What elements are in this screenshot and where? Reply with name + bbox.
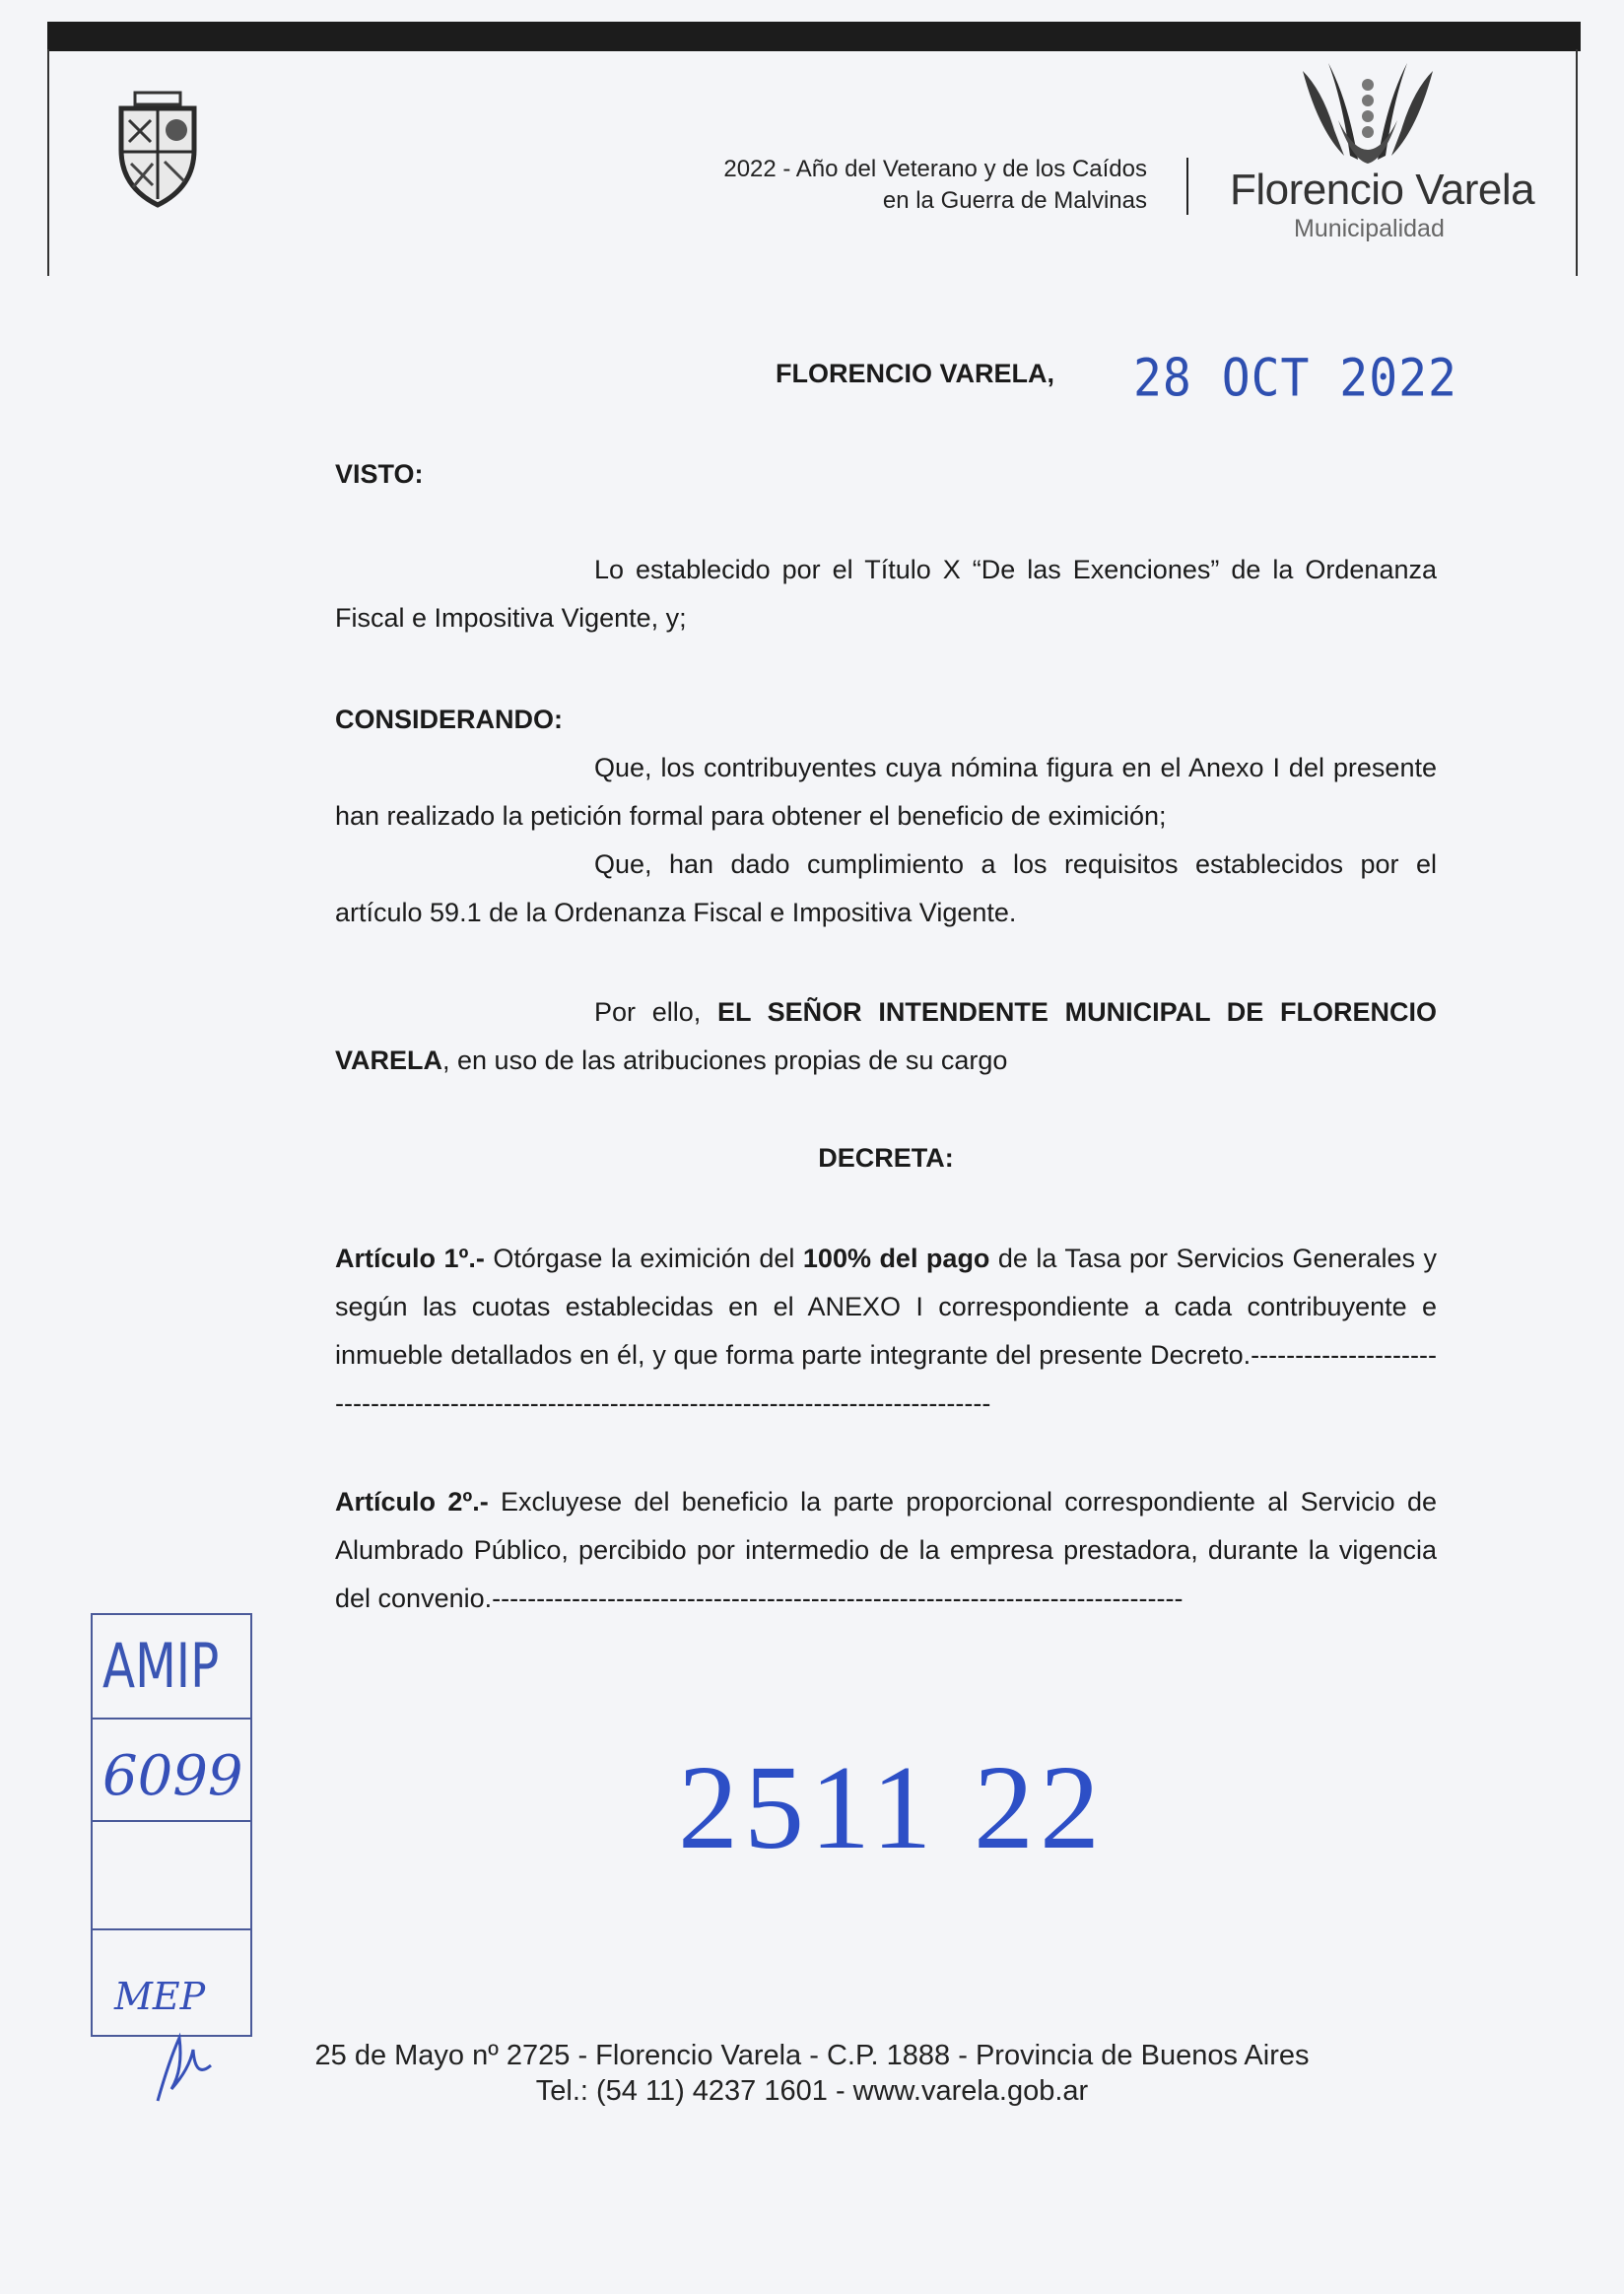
year-motto	[723, 154, 1147, 217]
brand-subtitle: Municipalidad	[1294, 215, 1445, 242]
articulo-1-dashes: -----------------------------------------------------------------------------------------------	[335, 1340, 1437, 1418]
coat-of-arms-icon	[113, 91, 202, 209]
decreta-heading: DECRETA:	[818, 1143, 954, 1173]
stamp-row-divider	[93, 1718, 250, 1720]
municipality-logo-icon	[1299, 61, 1437, 168]
handwritten-number: 6099	[102, 1744, 243, 1808]
articulo-2-dashes: ------------------------------------------------------------------------------	[492, 1584, 1184, 1613]
stamp-row-divider	[93, 1928, 250, 1930]
por-ello-paragraph	[335, 988, 1437, 1085]
year-motto-line-2: en la Guerra de Malvinas	[882, 187, 1147, 214]
year-motto-line-1: 2022 - Año del Veterano y de los Caídos	[723, 156, 1147, 182]
considerando-paragraph-2: Que, han dado cumplimiento a los requisitos establecidos por el artículo 59.1 de la Ordenanza Fiscal e Impositiva Vigente.	[335, 849, 1437, 927]
stamp-code: AMIP	[102, 1630, 220, 1702]
considerando-heading: CONSIDERANDO:	[335, 705, 564, 734]
date-city: FLORENCIO VARELA,	[776, 359, 1054, 388]
articulo-1	[335, 1235, 1437, 1428]
brand-name: Florencio Varela	[1230, 166, 1535, 214]
articulo-2-text: Excluyese del beneficio la parte proporcional correspondiente al Servicio de Alumbrado Público, percibido por intermedio de la empresa prestadora, durante la vigencia del convenio.	[335, 1487, 1437, 1613]
handwritten-initials: MEP	[114, 1975, 206, 2018]
header-bar	[47, 22, 1581, 51]
footer-contact: Tel.: (54 11) 4237 1601 - www.varela.gob.ar	[535, 2075, 1089, 2107]
left-margin-line	[47, 49, 49, 276]
articulo-1-text-b: de la Tasa por Servicios Generales y según las cuotas establecidas en el ANEXO I correspondiente a cada contribuyente e inmueble detallados en él, y que forma parte integrante del presente Decreto.	[335, 1244, 1438, 1370]
articulo-1-bold: 100% del pago	[802, 1244, 990, 1273]
visto-heading: VISTO:	[335, 459, 424, 489]
date-stamp: 28 OCT 2022	[1133, 348, 1457, 409]
por-ello-authority: EL SEÑOR INTENDENTE MUNICIPAL DE FLORENCIO VARELA	[335, 997, 1437, 1075]
visto-text: Lo establecido por el Título X “De las Exenciones” de la Ordenanza Fiscal e Impositiva Vigente, y;	[335, 555, 1437, 633]
right-margin-line	[1576, 49, 1578, 276]
por-ello-suffix: , en uso de las atribuciones propias de su cargo	[442, 1046, 1008, 1075]
header-divider	[1186, 158, 1188, 215]
por-ello-prefix: Por ello,	[594, 997, 717, 1027]
considerando-paragraph-1: Que, los contribuyentes cuya nómina figura en el Anexo I del presente han realizado la petición formal para obtener el beneficio de eximición;	[335, 753, 1437, 831]
articulo-1-label: Artículo 1º.-	[335, 1244, 485, 1273]
decree-number-stamp: 2511 22	[678, 1741, 1106, 1874]
articulo-1-text-a: Otórgase la eximición del	[484, 1244, 803, 1273]
footer-address: 25 de Mayo nº 2725 - Florencio Varela - C.P. 1888 - Provincia de Buenos Aires	[314, 2040, 1310, 2071]
articulo-2	[335, 1478, 1437, 1623]
stamp-row-divider	[93, 1820, 250, 1822]
articulo-2-label: Artículo 2º.-	[335, 1487, 489, 1517]
